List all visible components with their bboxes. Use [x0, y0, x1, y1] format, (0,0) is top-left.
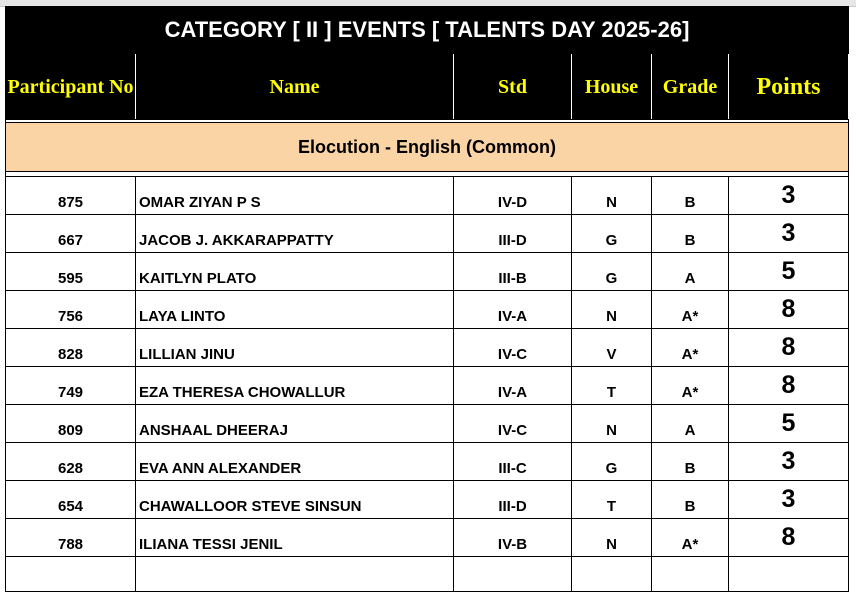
points-cell[interactable]: 3	[729, 443, 849, 481]
house-cell[interactable]: V	[572, 329, 652, 367]
house-cell[interactable]: T	[572, 367, 652, 405]
std-cell[interactable]: III-C	[454, 443, 572, 481]
empty-cell[interactable]	[729, 557, 849, 592]
name-cell[interactable]: EVA ANN ALEXANDER	[136, 443, 454, 481]
points-cell[interactable]: 3	[729, 177, 849, 215]
grade-cell[interactable]: B	[652, 481, 729, 519]
participant-no-cell[interactable]: 875	[6, 177, 136, 215]
table-row[interactable]	[6, 481, 849, 519]
std-cell[interactable]: IV-A	[454, 367, 572, 405]
participant-no-cell[interactable]: 654	[6, 481, 136, 519]
std-cell[interactable]: III-D	[454, 215, 572, 253]
std-cell[interactable]: IV-C	[454, 405, 572, 443]
points-cell[interactable]: 8	[729, 291, 849, 329]
grade-cell[interactable]: A*	[652, 367, 729, 405]
grade-cell[interactable]: A	[652, 405, 729, 443]
points-cell[interactable]: 8	[729, 329, 849, 367]
empty-cell[interactable]	[572, 557, 652, 592]
name-cell[interactable]: ANSHAAL DHEERAJ	[136, 405, 454, 443]
sheet-title: CATEGORY [ II ] EVENTS [ TALENTS DAY 2025-26]	[6, 7, 849, 54]
grade-cell[interactable]: B	[652, 215, 729, 253]
points-cell[interactable]: 3	[729, 215, 849, 253]
name-cell[interactable]: LILLIAN JINU	[136, 329, 454, 367]
grade-cell[interactable]: A*	[652, 329, 729, 367]
event-title: Elocution - English (Common)	[6, 123, 849, 172]
participant-no-cell[interactable]: 756	[6, 291, 136, 329]
house-cell[interactable]: N	[572, 177, 652, 215]
name-cell[interactable]: JACOB J. AKKARAPPATTY	[136, 215, 454, 253]
table-row[interactable]	[6, 405, 849, 443]
grade-cell[interactable]: A*	[652, 291, 729, 329]
header-participant-no: Participant No	[6, 54, 136, 120]
std-cell[interactable]: IV-D	[454, 177, 572, 215]
house-cell[interactable]: G	[572, 443, 652, 481]
grade-cell[interactable]: B	[652, 443, 729, 481]
house-cell[interactable]: N	[572, 519, 652, 557]
name-cell[interactable]: EZA THERESA CHOWALLUR	[136, 367, 454, 405]
participant-no-cell[interactable]: 595	[6, 253, 136, 291]
house-cell[interactable]: T	[572, 481, 652, 519]
std-cell[interactable]: III-D	[454, 481, 572, 519]
house-cell[interactable]: N	[572, 405, 652, 443]
results-table	[5, 6, 849, 592]
name-cell[interactable]: OMAR ZIYAN P S	[136, 177, 454, 215]
std-cell[interactable]: III-B	[454, 253, 572, 291]
name-cell[interactable]: ILIANA TESSI JENIL	[136, 519, 454, 557]
points-cell[interactable]: 8	[729, 367, 849, 405]
participant-no-cell[interactable]: 628	[6, 443, 136, 481]
std-cell[interactable]: IV-A	[454, 291, 572, 329]
name-cell[interactable]: CHAWALLOOR STEVE SINSUN	[136, 481, 454, 519]
points-cell[interactable]: 8	[729, 519, 849, 557]
participant-no-cell[interactable]: 809	[6, 405, 136, 443]
empty-row[interactable]	[6, 557, 849, 592]
empty-cell[interactable]	[136, 557, 454, 592]
grade-cell[interactable]: A	[652, 253, 729, 291]
header-house: House	[572, 54, 652, 120]
name-cell[interactable]: LAYA LINTO	[136, 291, 454, 329]
house-cell[interactable]: G	[572, 215, 652, 253]
grade-cell[interactable]: B	[652, 177, 729, 215]
table-row[interactable]	[6, 253, 849, 291]
table-row[interactable]	[6, 291, 849, 329]
name-cell[interactable]: KAITLYN PLATO	[136, 253, 454, 291]
empty-cell[interactable]	[652, 557, 729, 592]
table-row[interactable]	[6, 177, 849, 215]
points-cell[interactable]: 5	[729, 253, 849, 291]
empty-cell[interactable]	[454, 557, 572, 592]
points-cell[interactable]: 3	[729, 481, 849, 519]
header-row	[6, 54, 849, 120]
header-grade: Grade	[652, 54, 729, 120]
house-cell[interactable]: N	[572, 291, 652, 329]
empty-cell[interactable]	[6, 557, 136, 592]
grade-cell[interactable]: A*	[652, 519, 729, 557]
table-row[interactable]	[6, 443, 849, 481]
table-row[interactable]	[6, 215, 849, 253]
header-points: Points	[729, 54, 849, 120]
house-cell[interactable]: G	[572, 253, 652, 291]
table-row[interactable]	[6, 367, 849, 405]
points-cell[interactable]: 5	[729, 405, 849, 443]
std-cell[interactable]: IV-B	[454, 519, 572, 557]
header-std: Std	[454, 54, 572, 120]
participant-no-cell[interactable]: 667	[6, 215, 136, 253]
participant-no-cell[interactable]: 828	[6, 329, 136, 367]
participant-no-cell[interactable]: 749	[6, 367, 136, 405]
std-cell[interactable]: IV-C	[454, 329, 572, 367]
table-row[interactable]	[6, 329, 849, 367]
table-row[interactable]	[6, 519, 849, 557]
participant-no-cell[interactable]: 788	[6, 519, 136, 557]
header-name: Name	[136, 54, 454, 120]
